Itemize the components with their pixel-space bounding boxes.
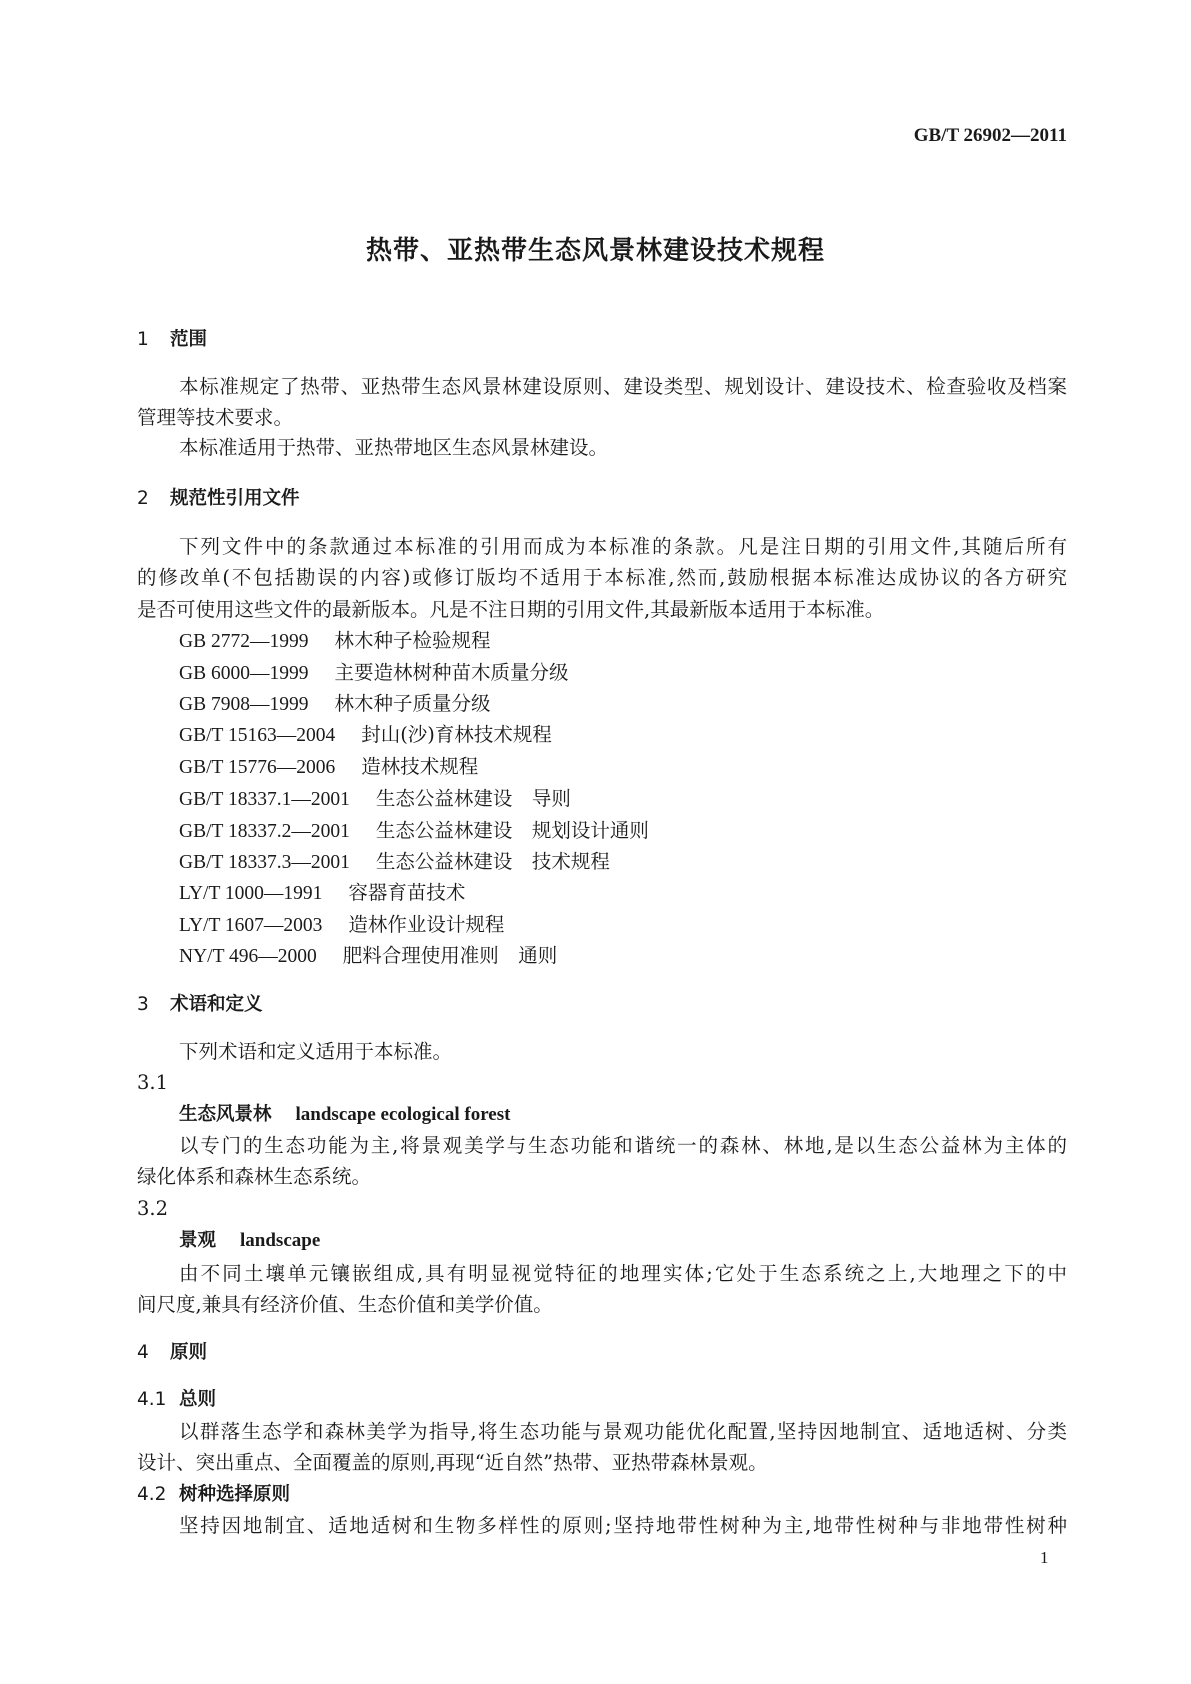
heading-title: 原则 bbox=[170, 1341, 208, 1363]
reference-title: 生态公益林建设 规划设计通则 bbox=[375, 818, 649, 842]
heading-number: 1 bbox=[137, 329, 149, 351]
paragraph-line: 的修改单(不包括勘误的内容)或修订版均不适用于本标准,然而,鼓励根据本标准达成协议的各方研究 bbox=[137, 566, 1067, 590]
reference-title: 造林技术规程 bbox=[361, 754, 479, 778]
reference-item bbox=[179, 626, 490, 657]
reference-item bbox=[179, 816, 649, 847]
reference-title: 封山(沙)育林技术规程 bbox=[361, 723, 552, 747]
reference-code: GB/T 15163—2004 bbox=[179, 725, 336, 747]
heading-title: 规范性引用文件 bbox=[170, 488, 300, 510]
paragraph-line: 本标准适用于热带、亚热带地区生态风景林建设。 bbox=[179, 436, 609, 460]
reference-code: GB/T 18337.1—2001 bbox=[179, 789, 350, 811]
term-english: landscape bbox=[240, 1230, 321, 1252]
reference-code: GB/T 18337.2—2001 bbox=[179, 820, 350, 842]
reference-title: 生态公益林建设 导则 bbox=[375, 787, 571, 811]
reference-item bbox=[179, 910, 504, 941]
reference-title: 造林作业设计规程 bbox=[348, 912, 505, 936]
paragraph-line: 间尺度,兼具有经济价值、生态价值和美学价值。 bbox=[137, 1293, 553, 1316]
paragraph-line: 管理等技术要求。 bbox=[137, 406, 294, 430]
document-title: 热带、亚热带生态风景林建设技术规程 bbox=[365, 236, 825, 266]
paragraph-line: 是否可使用这些文件的最新版本。凡是不注日期的引用文件,其最新版本适用于本标准。 bbox=[137, 597, 885, 621]
heading-title: 总则 bbox=[179, 1389, 217, 1411]
subsection-heading bbox=[137, 1385, 216, 1415]
section-heading bbox=[137, 990, 263, 1020]
term-heading bbox=[179, 1100, 510, 1130]
reference-title: 容器育苗技术 bbox=[348, 881, 466, 905]
term-chinese: 景观 bbox=[179, 1230, 217, 1252]
paragraph-line: 由不同土壤单元镶嵌组成,具有明显视觉特征的地理实体;它处于生态系统之上,大地理之下的中 bbox=[179, 1261, 1067, 1285]
reference-title: 林木种子检验规程 bbox=[334, 629, 491, 653]
section-heading bbox=[137, 1338, 207, 1368]
reference-code: LY/T 1000—1991 bbox=[179, 883, 323, 905]
section-heading bbox=[137, 325, 207, 355]
term-english: landscape ecological forest bbox=[295, 1104, 511, 1126]
heading-title: 树种选择原则 bbox=[179, 1483, 291, 1505]
reference-item bbox=[179, 878, 465, 909]
subsection-heading bbox=[137, 1480, 290, 1510]
reference-code: GB/T 18337.3—2001 bbox=[179, 852, 350, 874]
paragraph-line: 下列文件中的条款通过本标准的引用而成为本标准的条款。凡是注日期的引用文件,其随后所有 bbox=[179, 534, 1067, 558]
heading-number: 4.1 bbox=[137, 1389, 167, 1411]
paragraph-line: 下列术语和定义适用于本标准。 bbox=[179, 1039, 453, 1063]
reference-code: GB 6000—1999 bbox=[179, 662, 309, 684]
reference-code: GB 7908—1999 bbox=[179, 693, 309, 715]
term-heading bbox=[179, 1226, 320, 1256]
reference-code: GB/T 15776—2006 bbox=[179, 756, 336, 778]
reference-title: 生态公益林建设 技术规程 bbox=[375, 850, 610, 874]
reference-item bbox=[179, 752, 478, 783]
reference-code: LY/T 1607—2003 bbox=[179, 914, 323, 936]
paragraph-line: 坚持因地制宜、适地适树和生物多样性的原则;坚持地带性树种为主,地带性树种与非地带性树种 bbox=[179, 1513, 1067, 1537]
term-number: 3.2 bbox=[137, 1196, 169, 1220]
reference-title: 主要造林树种苗木质量分级 bbox=[334, 660, 569, 684]
page-number: 1 bbox=[1040, 1548, 1049, 1567]
reference-item bbox=[179, 689, 490, 720]
reference-item bbox=[179, 658, 568, 689]
term-chinese: 生态风景林 bbox=[179, 1104, 272, 1126]
paragraph-line: 以群落生态学和森林美学为指导,将生态功能与景观功能优化配置,坚持因地制宜、适地适树、分类 bbox=[179, 1419, 1067, 1443]
paragraph-line: 本标准规定了热带、亚热带生态风景林建设原则、建设类型、规划设计、建设技术、检查验收及档案 bbox=[179, 374, 1067, 398]
heading-number: 2 bbox=[137, 488, 149, 510]
paragraph-line: 绿化体系和森林生态系统。 bbox=[137, 1165, 372, 1189]
reference-item bbox=[179, 847, 610, 878]
paragraph-line: 设计、突出重点、全面覆盖的原则,再现“近自然”热带、亚热带森林景观。 bbox=[137, 1451, 768, 1475]
reference-item bbox=[179, 720, 552, 751]
reference-title: 肥料合理使用准则 通则 bbox=[342, 944, 558, 968]
heading-number: 3 bbox=[137, 994, 149, 1016]
heading-title: 术语和定义 bbox=[170, 994, 263, 1016]
reference-item bbox=[179, 784, 571, 815]
standard-code: GB/T 26902—2011 bbox=[913, 125, 1067, 146]
paragraph-line: 以专门的生态功能为主,将景观美学与生态功能和谐统一的森林、林地,是以生态公益林为主体的 bbox=[179, 1133, 1067, 1157]
section-heading bbox=[137, 484, 300, 514]
reference-title: 林木种子质量分级 bbox=[334, 691, 491, 715]
heading-number: 4 bbox=[137, 1341, 149, 1363]
reference-item bbox=[179, 941, 557, 972]
term-number: 3.1 bbox=[137, 1071, 169, 1094]
heading-title: 范围 bbox=[170, 329, 208, 351]
reference-code: GB 2772—1999 bbox=[179, 631, 309, 653]
reference-code: NY/T 496—2000 bbox=[179, 946, 317, 968]
heading-number: 4.2 bbox=[137, 1483, 167, 1505]
